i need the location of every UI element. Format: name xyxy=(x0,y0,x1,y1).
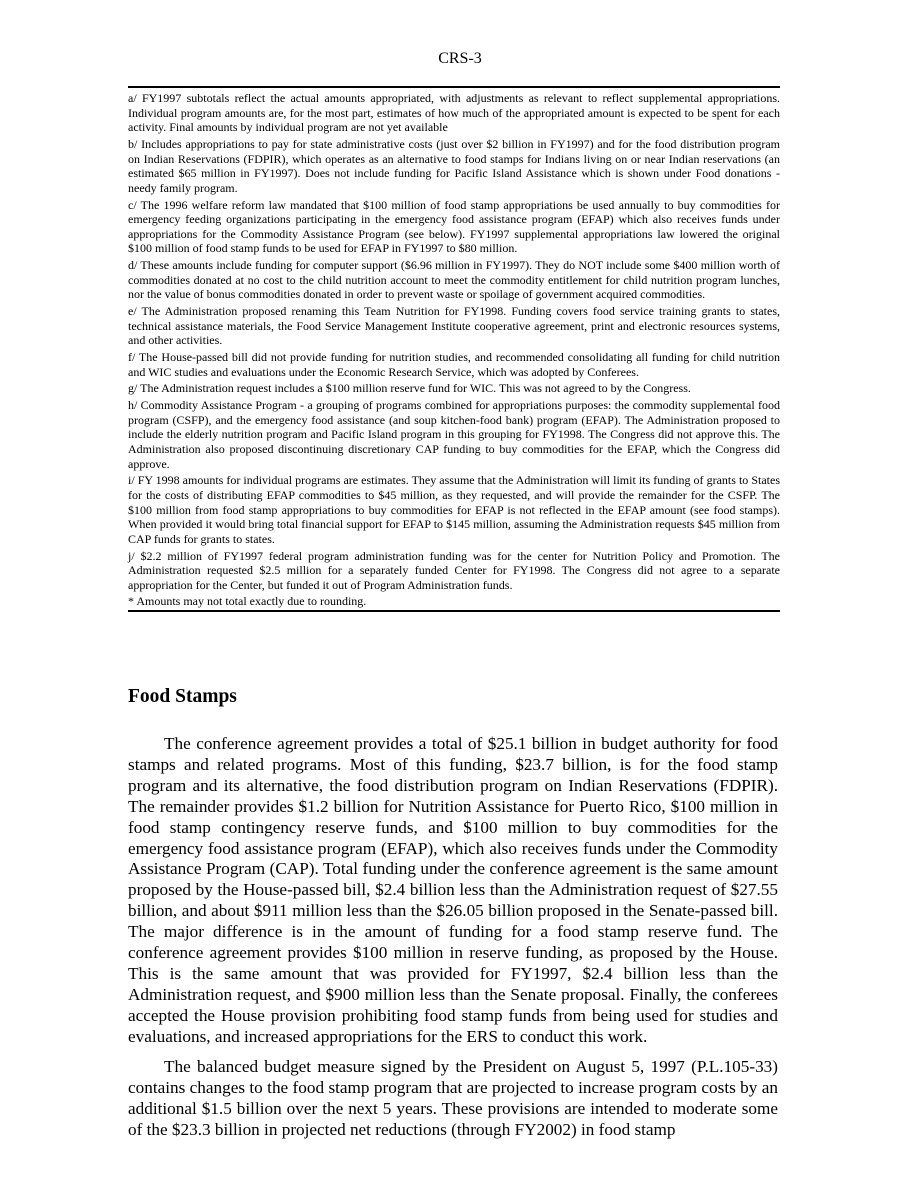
footnote-h: h/ Commodity Assistance Program - a grouping of programs combined for appropriations purposes: the commodity supplemental food program (CSFP), and the emergency food assistance (and soup kitchen-food bank) program (EFAP). The Administration proposed to include the elderly nutrition program and Pacific Island program in this grouping for FY1998. The Congress did not approve this. The Administration also proposed discontinuing discretionary CAP funding to buy commodities for the EFAP, which the Congress did approve. xyxy=(128,398,780,471)
body-paragraph-1: The conference agreement provides a total of $25.1 billion in budget authority for food stamps and related programs. Most of this funding, $23.7 billion, is for the food stamp program and its alternative, the food distribution program on Indian Reservations (FDPIR). The remainder provides $1.2 billion for Nutrition Assistance for Puerto Rico, $100 million in food stamp contingency reserve funds, and $100 million to buy commodities for the emergency food assistance program (EFAP), which also receives funds under the Commodity Assistance Program (CAP). Total funding under the conference agreement is the same amount proposed by the House-passed bill, $2.4 billion less than the Administration request of $27.55 billion, and about $911 million less than the $26.05 billion proposed in the Senate-passed bill. The major difference is in the amount of funding for a food stamp reserve fund. The conference agreement provides $100 million in reserve funding, as proposed by the House. This is the same amount that was provided for FY1997, $2.4 billion less than the Administration request, and $900 million less than the Senate proposal. Finally, the conferees accepted the House provision prohibiting food stamp funds from being used for studies and evaluations, and increased appropriations for the ERS to conduct this work. xyxy=(128,734,778,1046)
footnote-c: c/ The 1996 welfare reform law mandated that $100 million of food stamp appropriations be used annually to buy commodities for emergency feeding organizations participating in the emergency food assistance program (EFAP) which also receives funds under appropriations for the Commodity Assistance Program (see below). FY1997 supplemental appropriations law lowered the original $100 million of food stamp funds to be used for EFAP in FY1997 to $80 million. xyxy=(128,197,780,256)
rounding-note: * Amounts may not total exactly due to rounding. xyxy=(128,594,367,609)
footnote-a: a/ FY1997 subtotals reflect the actual amounts appropriated, with adjustments as relevant to reflect supplemental appropriations. Individual program amounts are, for the most part, estimates of how much of the appropriated amount is expected to be spent for each activity. Final amounts by individual program are not yet available xyxy=(128,91,780,135)
footnote-g: g/ The Administration request includes a $100 million reserve fund for WIC. This was not agreed to by the Congress. xyxy=(128,381,691,396)
body-paragraph-2: The balanced budget measure signed by the President on August 5, 1997 (P.L.105-33) contains changes to the food stamp program that are projected to increase program costs by an additional $1.5 billion over the next 5 years. These provisions are intended to moderate some of the $23.3 billion in projected net reductions (through FY2002) in food stamp xyxy=(128,1057,778,1139)
page-header: CRS-3 xyxy=(438,50,482,67)
table-footnotes xyxy=(128,86,780,612)
footnote-d: d/ These amounts include funding for computer support ($6.96 million in FY1997). They do NOT include some $400 million worth of commodities donated at no cost to the child nutrition account to meet the commodity entitlement for child nutrition program lunches, nor the value of bonus commodities donated in order to prevent waste or spoilage of government acquired commodities. xyxy=(128,258,780,302)
footnote-b: b/ Includes appropriations to pay for state administrative costs (just over $2 billion in FY1997) and for the food distribution program on Indian Reservations (FDPIR), which operates as an alternative to food stamps for Indians living on or near Indian reservations (an estimated $65 million in FY1997). Does not include funding for Pacific Island Assistance which is shown under Food donations - needy family program. xyxy=(128,136,780,195)
footnote-f: f/ The House-passed bill did not provide funding for nutrition studies, and recommended consolidating all funding for child nutrition and WIC studies and evaluations under the Economic Research Service, which was adopted by Conferees. xyxy=(128,350,780,379)
section-heading: Food Stamps xyxy=(128,686,237,707)
footnote-j: j/ $2.2 million of FY1997 federal program administration funding was for the center for Nutrition Policy and Promotion. The Administration requested $2.5 million for a separately funded Center for FY1998. The Congress did not agree to a separate appropriation for the Center, but funded it out of Program Administration funds. xyxy=(128,548,780,592)
footnote-i: i/ FY 1998 amounts for individual programs are estimates. They assume that the Administration will limit its funding of grants to States for the costs of distributing EFAP commodities to $45 million, as they requested, and will provide the remainder for the CSFP. The $100 million from food stamp appropriations to buy commodities for EFAP is not reflected in the EFAP amount (see food stamps). When provided it would bring total financial support for EFAP to $145 million, assuming the Administration requests $45 million from CAP funds for grants to states. xyxy=(128,473,780,546)
footnote-e: e/ The Administration proposed renaming this Team Nutrition for FY1998. Funding covers food service training grants to states, technical assistance materials, the Food Service Management Institute cooperative agreement, print and electronic resources systems, and other activities. xyxy=(128,304,780,348)
